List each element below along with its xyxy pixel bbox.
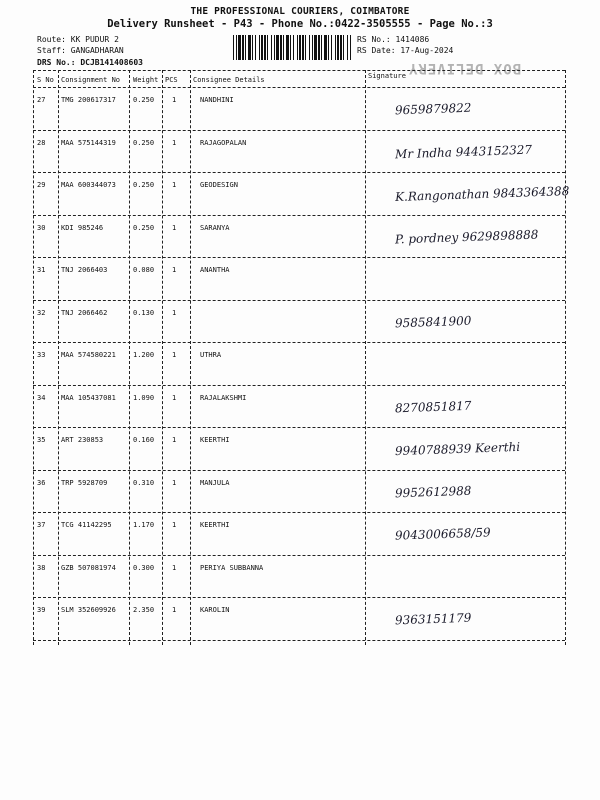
- row-consignment: TRP 5928709: [61, 478, 108, 487]
- row-consignee: KEERTHI: [200, 521, 230, 529]
- row-pcs: 1: [172, 266, 177, 274]
- row-consignment: MAA 574580221: [61, 351, 116, 359]
- row-separator: [33, 427, 565, 428]
- barcode-bar: [302, 35, 304, 60]
- barcode-bar: [293, 35, 294, 60]
- row-consignment: KDI 985246: [61, 223, 104, 232]
- barcode-bar: [245, 35, 246, 60]
- row-consignee: KAROLIN: [200, 606, 230, 614]
- row-separator: [33, 385, 565, 386]
- col-header-sno: S No: [37, 76, 54, 84]
- barcode-bar: [259, 35, 260, 60]
- row-sno: 34: [37, 393, 46, 402]
- row-weight: 1.200: [133, 351, 155, 359]
- barcode-bar: [276, 35, 279, 60]
- row-signature: K.Rangonathan 9843364388: [394, 183, 570, 205]
- barcode: [233, 35, 351, 60]
- row-weight: 0.160: [133, 436, 155, 444]
- row-weight: 0.310: [133, 478, 155, 487]
- row-weight: 0.250: [133, 223, 155, 232]
- row-weight: 0.130: [133, 308, 155, 317]
- row-weight: 1.090: [133, 393, 155, 402]
- row-weight: 0.080: [133, 266, 155, 274]
- row-signature: 9952612988: [394, 483, 472, 500]
- col-header-pcs: PCS: [165, 76, 178, 84]
- row-separator: [33, 300, 565, 301]
- row-consignee: ANANTHA: [200, 266, 230, 274]
- header-bottom-rule: [33, 87, 565, 88]
- barcode-bar: [248, 35, 251, 60]
- row-signature: Mr Indha 9443152327: [394, 142, 533, 161]
- row-sno: 35: [37, 436, 46, 444]
- row-signature: 8270851817: [394, 398, 472, 415]
- barcode-bar: [305, 35, 306, 60]
- col-divider: [365, 70, 366, 645]
- row-sno: 37: [37, 521, 46, 529]
- row-consignment: MAA 600344073: [61, 181, 116, 189]
- col-header-consignment: Consignment No: [61, 76, 121, 84]
- row-consignment: GZB 507081974: [61, 563, 116, 572]
- barcode-bar: [350, 35, 351, 60]
- row-separator: [33, 470, 565, 471]
- row-signature: 9659879822: [394, 100, 472, 118]
- col-header-signature: Signature: [368, 72, 406, 80]
- runsheet-subtitle: Delivery Runsheet - P43 - Phone No.:0422-3505555 - Page No.:3: [107, 18, 493, 30]
- row-consignee: PERIYA SUBBANNA: [200, 563, 264, 572]
- barcode-bar: [283, 35, 284, 60]
- row-consignee: RAJALAKSHMI: [200, 393, 247, 402]
- barcode-bar: [286, 35, 289, 60]
- staff-info: Staff: GANGADHARAN: [37, 46, 124, 55]
- row-sno: 33: [37, 351, 46, 359]
- barcode-bar: [299, 35, 301, 60]
- row-signature: 9363151179: [394, 610, 472, 628]
- row-pcs: 1: [172, 606, 177, 614]
- row-signature: 9940788939 Keerthi: [394, 439, 521, 459]
- barcode-bar: [274, 35, 275, 60]
- barcode-bar: [337, 35, 339, 60]
- row-sno: 27: [37, 96, 46, 104]
- rs-date: RS Date: 17-Aug-2024: [357, 46, 454, 55]
- rs-number: RS No.: 1414086: [357, 35, 430, 44]
- row-consignment: SLM 352609926: [61, 606, 116, 614]
- col-divider: [565, 70, 566, 645]
- row-sno: 36: [37, 478, 46, 487]
- barcode-bar: [255, 35, 256, 60]
- row-consignee: GEODESIGN: [200, 181, 238, 189]
- row-pcs: 1: [172, 181, 177, 189]
- row-pcs: 1: [172, 351, 177, 359]
- barcode-bar: [297, 35, 298, 60]
- barcode-bar: [331, 35, 332, 60]
- row-weight: 0.250: [133, 96, 155, 104]
- delivery-stamp: BOX DELIVERY: [408, 60, 522, 76]
- row-consignee: KEERTHI: [200, 436, 230, 444]
- header-top-rule: [33, 70, 565, 71]
- col-header-consignee: Consignee Details: [193, 76, 265, 84]
- row-pcs: 1: [172, 96, 177, 104]
- row-weight: 0.250: [133, 138, 155, 147]
- row-pcs: 1: [172, 138, 177, 147]
- row-consignee: UTHRA: [200, 351, 222, 359]
- row-separator: [33, 640, 565, 641]
- row-sno: 38: [37, 563, 46, 572]
- row-consignee: RAJAGOPALAN: [200, 138, 247, 147]
- row-weight: 1.170: [133, 521, 155, 529]
- row-weight: 0.300: [133, 563, 155, 572]
- barcode-bar: [340, 35, 342, 60]
- col-divider: [190, 70, 191, 645]
- barcode-bar: [314, 35, 317, 60]
- row-consignment: TNJ 2066403: [61, 266, 108, 274]
- row-consignee: MANJULA: [200, 478, 230, 487]
- col-divider: [129, 70, 130, 645]
- barcode-bar: [238, 35, 241, 60]
- barcode-bar: [271, 35, 272, 60]
- row-pcs: 1: [172, 563, 177, 572]
- row-sno: 32: [37, 308, 46, 317]
- row-separator: [33, 555, 565, 556]
- barcode-bar: [280, 35, 282, 60]
- row-weight: 2.350: [133, 606, 155, 614]
- barcode-bar: [264, 35, 266, 60]
- barcode-bar: [312, 35, 313, 60]
- barcode-bar: [236, 35, 237, 60]
- row-pcs: 1: [172, 436, 177, 444]
- row-signature: P. pordney 9629898888: [394, 227, 539, 246]
- row-sno: 29: [37, 181, 46, 189]
- row-signature: 9043006658/59: [394, 525, 491, 543]
- col-divider: [58, 70, 59, 645]
- barcode-bar: [267, 35, 268, 60]
- row-consignment: MAA 575144319: [61, 138, 116, 147]
- row-consignment: TCG 41142295: [61, 521, 112, 529]
- barcode-bar: [252, 35, 253, 60]
- row-sno: 28: [37, 138, 46, 147]
- barcode-bar: [343, 35, 344, 60]
- row-pcs: 1: [172, 308, 177, 317]
- row-pcs: 1: [172, 393, 177, 402]
- row-separator: [33, 512, 565, 513]
- row-separator: [33, 257, 565, 258]
- row-signature: 9585841900: [394, 313, 472, 330]
- row-consignment: TNJ 2066462: [61, 308, 108, 317]
- row-pcs: 1: [172, 223, 177, 232]
- row-weight: 0.250: [133, 181, 155, 189]
- row-consignee: NANDHINI: [200, 96, 234, 104]
- row-separator: [33, 172, 565, 173]
- col-divider: [33, 70, 34, 645]
- row-sno: 30: [37, 223, 46, 232]
- barcode-bar: [318, 35, 320, 60]
- col-header-weight: Weight: [133, 76, 159, 84]
- row-pcs: 1: [172, 521, 177, 529]
- barcode-bar: [328, 35, 329, 60]
- row-separator: [33, 215, 565, 216]
- row-consignee: SARANYA: [200, 223, 230, 232]
- barcode-bar: [290, 35, 291, 60]
- row-consignment: ART 230853: [61, 436, 104, 444]
- barcode-bar: [261, 35, 263, 60]
- row-sno: 39: [37, 606, 46, 614]
- barcode-bar: [347, 35, 348, 60]
- row-consignment: MAA 105437081: [61, 393, 116, 402]
- drs-number: DRS No.: DCJB141408603: [37, 58, 143, 67]
- barcode-bar: [324, 35, 327, 60]
- barcode-bar: [233, 35, 234, 60]
- barcode-bar: [309, 35, 310, 60]
- company-title: THE PROFESSIONAL COURIERS, COIMBATORE: [190, 6, 410, 17]
- row-separator: [33, 130, 565, 131]
- barcode-bar: [335, 35, 336, 60]
- row-separator: [33, 342, 565, 343]
- row-pcs: 1: [172, 478, 177, 487]
- row-separator: [33, 597, 565, 598]
- route-info: Route: KK PUDUR 2: [37, 35, 119, 44]
- row-sno: 31: [37, 266, 46, 274]
- barcode-bar: [321, 35, 322, 60]
- barcode-bar: [242, 35, 244, 60]
- row-consignment: TMG 200617317: [61, 96, 116, 104]
- col-divider: [162, 70, 163, 645]
